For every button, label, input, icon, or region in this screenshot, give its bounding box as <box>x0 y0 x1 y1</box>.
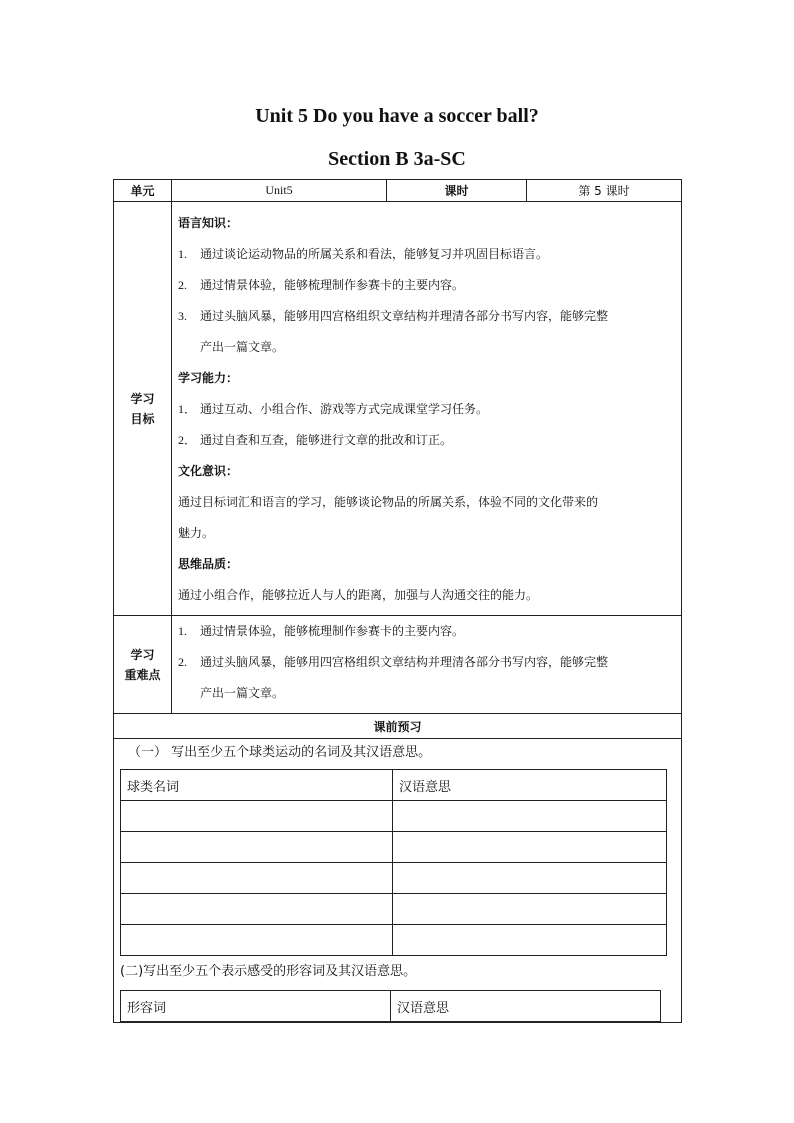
part2-title: (二)写出至少五个表示感受的形容词及其汉语意思。 <box>120 964 417 979</box>
objectives-row <box>114 202 682 616</box>
table-row <box>121 894 667 925</box>
language-item: 1. 通过谈论运动物品的所属关系和看法，能够复习并巩固目标语言。 <box>178 247 549 261</box>
ability-item: 1． 通过互动、小组合作、游戏等方式完成课堂学习任务。 <box>178 402 489 416</box>
document-subtitle: Section B 3a-SC <box>328 148 466 170</box>
period-label: 课时 <box>387 180 527 202</box>
objectives-content <box>172 202 682 616</box>
culture-text: 通过目标词汇和语言的学习，能够谈论物品的所属关系，体验不同的文化带来的 <box>178 495 599 509</box>
thinking-text: 通过小组合作，能够拉近人与人的距离，加强与人沟通交往的能力。 <box>178 588 539 602</box>
keypoints-label: 学习 重难点 <box>114 616 172 714</box>
lesson-plan-table <box>113 179 682 1023</box>
blank-cell[interactable] <box>393 925 667 956</box>
preview-content <box>114 739 682 1023</box>
ability-heading: 学习能力： <box>178 371 239 385</box>
preview-heading: 课前预习 <box>114 714 682 739</box>
keypoints-content <box>172 616 682 714</box>
culture-text-cont: 魅力。 <box>178 526 215 540</box>
unit-label: 单元 <box>114 180 172 202</box>
table-header-row <box>121 770 667 801</box>
keypoint-item: 2. 通过头脑风暴，能够用四宫格组织文章结构并理清各部分书写内容，能够完整 <box>178 655 609 669</box>
col-header: 汉语意思 <box>391 991 661 1022</box>
objectives-label: 学习 目标 <box>114 202 172 616</box>
keypoint-item-continuation: 产出一篇文章。 <box>200 686 285 700</box>
header-row <box>114 180 682 202</box>
blank-cell[interactable] <box>121 925 393 956</box>
blank-cell[interactable] <box>121 832 393 863</box>
ability-item: 2． 通过自查和互查，能够进行文章的批改和订正。 <box>178 433 453 447</box>
preview-row <box>114 739 682 1023</box>
thinking-heading: 思维品质： <box>178 557 239 571</box>
col-header: 球类名词 <box>121 770 393 801</box>
adjectives-table <box>120 990 661 1022</box>
table-row <box>121 863 667 894</box>
blank-cell[interactable] <box>121 863 393 894</box>
language-item: 2. 通过情景体验，能够梳理制作参赛卡的主要内容。 <box>178 278 465 292</box>
unit-value: Unit5 <box>172 180 387 202</box>
table-row <box>121 832 667 863</box>
blank-cell[interactable] <box>121 801 393 832</box>
language-heading: 语言知识： <box>178 216 239 230</box>
col-header: 形容词 <box>121 991 391 1022</box>
blank-cell[interactable] <box>393 832 667 863</box>
blank-cell[interactable] <box>393 801 667 832</box>
keypoint-item: 1. 通过情景体验，能够梳理制作参赛卡的主要内容。 <box>178 624 465 638</box>
table-row <box>121 925 667 956</box>
period-value: 第 5 课时 <box>527 180 682 202</box>
language-item: 3. 通过头脑风暴，能够用四宫格组织文章结构并理清各部分书写内容，能够完整 <box>178 309 609 323</box>
document-title: Unit 5 Do you have a soccer ball? <box>255 105 539 127</box>
table-row <box>121 801 667 832</box>
col-header: 汉语意思 <box>393 770 667 801</box>
blank-cell[interactable] <box>393 863 667 894</box>
part1-title: （一） 写出至少五个球类运动的名词及其汉语意思。 <box>128 745 432 760</box>
blank-cell[interactable] <box>393 894 667 925</box>
table-header-row <box>121 991 661 1022</box>
blank-cell[interactable] <box>121 894 393 925</box>
preview-heading-row <box>114 714 682 739</box>
language-item-continuation: 产出一篇文章。 <box>200 340 285 354</box>
culture-heading: 文化意识： <box>178 464 239 478</box>
keypoints-row <box>114 616 682 714</box>
ball-sports-table <box>120 769 667 956</box>
